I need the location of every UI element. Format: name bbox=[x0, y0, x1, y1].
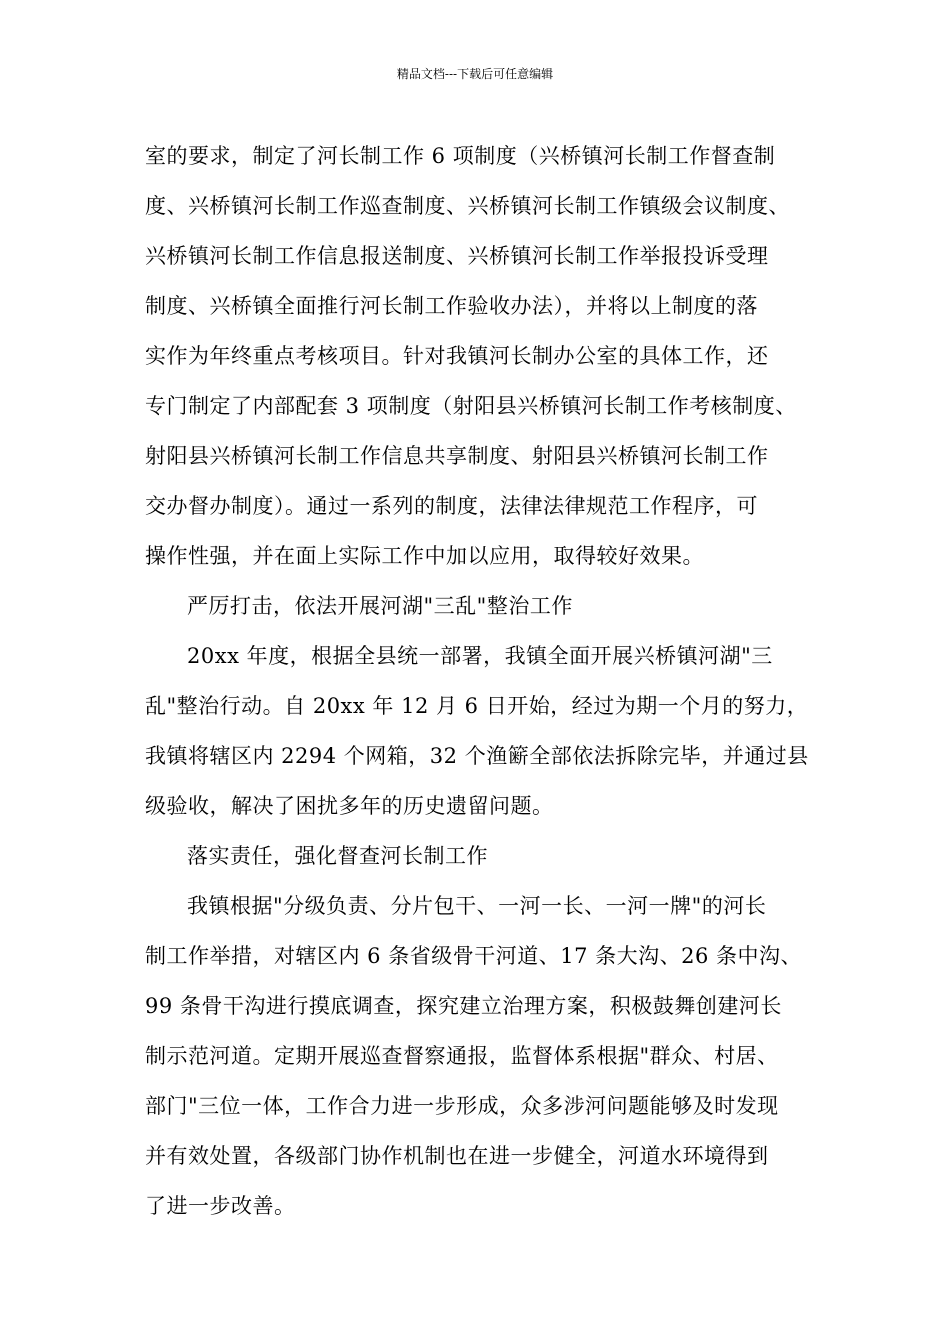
paragraph bbox=[145, 131, 825, 581]
text-line: 操作性强，并在面上实际工作中加以应用，取得较好效果。 bbox=[145, 544, 704, 568]
text-line: 严厉打击，依法开展河湖"三乱"整治工作 bbox=[187, 594, 573, 618]
page-header: 精品文档---下载后可任意编辑 bbox=[396, 67, 554, 81]
text-line: 了进一步改善。 bbox=[145, 1194, 296, 1218]
text-line: 我镇将辖区内 2294 个网箱，32 个渔簖全部依法拆除完毕，并通过县 bbox=[145, 744, 809, 768]
text-line: 我镇根据"分级负责、分片包干、一河一长、一河一牌"的河长 bbox=[187, 894, 767, 918]
text-line: 交办督办制度）。通过一系列的制度，法律法律规范工作程序，可 bbox=[145, 494, 758, 518]
section-heading bbox=[145, 831, 825, 881]
text-line: 制示范河道。定期开展巡查督察通报，监督体系根据"群众、村居、 bbox=[145, 1044, 779, 1068]
text-line: 99 条骨干沟进行摸底调查，探究建立治理方案，积极鼓舞创建河长 bbox=[145, 994, 782, 1018]
paragraph bbox=[145, 881, 825, 1231]
text-line: 级验收，解决了困扰多年的历史遗留问题。 bbox=[145, 794, 554, 818]
text-line: 射阳县兴桥镇河长制工作信息共享制度、射阳县兴桥镇河长制工作 bbox=[145, 444, 769, 468]
document-body bbox=[145, 131, 825, 1231]
text-line: 兴桥镇河长制工作信息报送制度、兴桥镇河长制工作举报投诉受理 bbox=[145, 244, 769, 268]
text-line: 实作为年终重点考核项目。针对我镇河长制办公室的具体工作，还 bbox=[145, 344, 769, 368]
text-line: 乱"整治行动。自 20xx 年 12 月 6 日开始，经过为期一个月的努力， bbox=[145, 694, 809, 718]
paragraph bbox=[145, 631, 825, 831]
text-line: 室的要求，制定了河长制工作 6 项制度（兴桥镇河长制工作督查制 bbox=[145, 144, 776, 168]
text-line: 制工作举措，对辖区内 6 条省级骨干河道、17 条大沟、26 条中沟、 bbox=[145, 944, 803, 968]
text-line: 20xx 年度，根据全县统一部署，我镇全面开展兴桥镇河湖"三 bbox=[187, 644, 773, 668]
text-line: 度、兴桥镇河长制工作巡查制度、兴桥镇河长制工作镇级会议制度、 bbox=[145, 194, 790, 218]
text-line: 落实责任，强化督查河长制工作 bbox=[187, 844, 488, 868]
text-line: 专门制定了内部配套 3 项制度（射阳县兴桥镇河长制工作考核制度、 bbox=[145, 394, 797, 418]
text-line: 部门"三位一体，工作合力进一步形成，众多涉河问题能够及时发现 bbox=[145, 1094, 779, 1118]
text-line: 并有效处置，各级部门协作机制也在进一步健全，河道水环境得到 bbox=[145, 1144, 769, 1168]
section-heading bbox=[145, 581, 825, 631]
text-line: 制度、兴桥镇全面推行河长制工作验收办法），并将以上制度的落 bbox=[145, 294, 758, 318]
